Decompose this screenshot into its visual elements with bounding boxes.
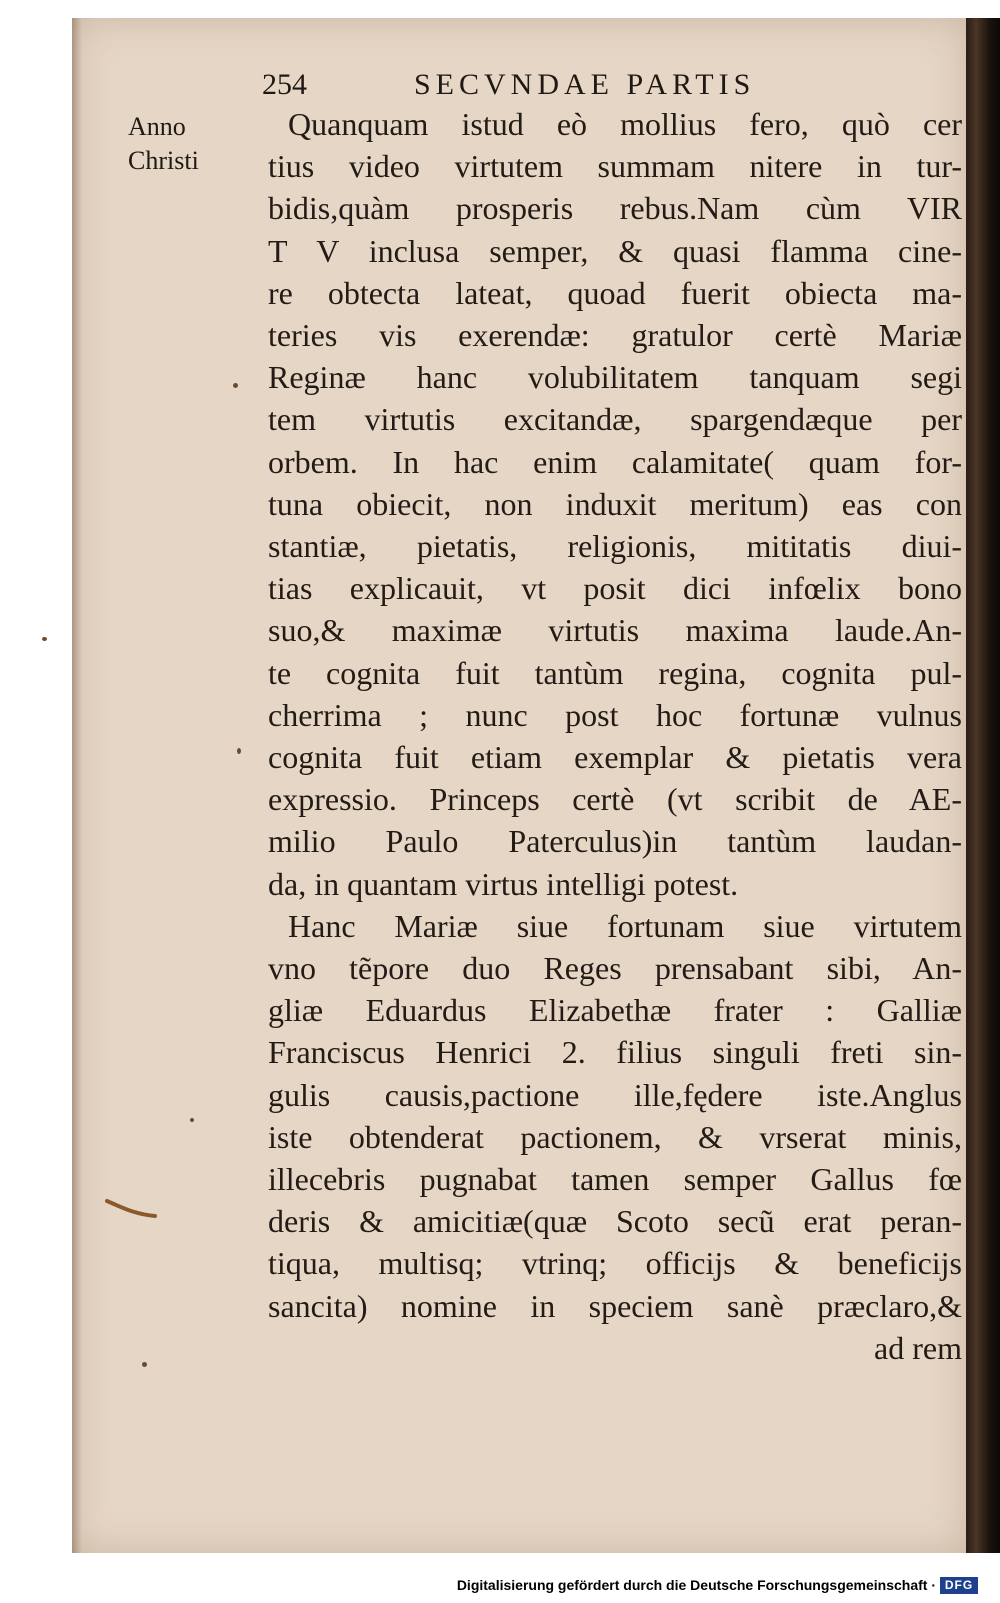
margin-note bbox=[128, 110, 248, 178]
page-stain bbox=[105, 1198, 157, 1220]
text-line: T V inclusa semper, & quasi flamma cine- bbox=[268, 232, 962, 269]
text-line: cherrima ; nunc post hoc fortunæ vulnus bbox=[268, 696, 962, 733]
dfg-logo: DFG bbox=[940, 1577, 978, 1594]
book-fore-edge bbox=[966, 18, 1000, 1553]
text-line: re obtecta lateat, quoad fuerit obiecta ma- bbox=[268, 274, 962, 311]
ink-spot bbox=[233, 383, 238, 388]
text-line: milio Paulo Paterculus)in tantùm laudan- bbox=[268, 823, 962, 860]
text-line: tius video virtutem summam nitere in tur- bbox=[268, 148, 962, 185]
text-line: Quanquam istud eò mollius fero, quò cer bbox=[288, 106, 962, 142]
text-line: cognita fuit etiam exemplar & pietatis vera bbox=[268, 739, 962, 776]
text-line: gliæ Eduardus Elizabethæ frater : Galliæ bbox=[268, 992, 962, 1029]
digitization-footer bbox=[0, 1573, 1000, 1603]
text-line: teries vis exerendæ: gratulor certè Mariæ bbox=[268, 317, 962, 354]
page-number: 254 bbox=[262, 68, 307, 101]
text-line: suo,& maximæ virtutis maxima laude.An- bbox=[268, 612, 962, 649]
text-line: deris & amicitiæ(quæ Scoto secũ erat peran- bbox=[268, 1203, 962, 1240]
ink-spot bbox=[142, 1362, 147, 1367]
page-gutter-shadow bbox=[72, 18, 82, 1553]
text-line: Hanc Mariæ siue fortunam siue virtutem bbox=[288, 907, 962, 944]
body-text bbox=[268, 103, 962, 1369]
text-line: tuna obiecit, non induxit meritum) eas con bbox=[268, 485, 962, 522]
page-header bbox=[262, 68, 962, 108]
text-line: Reginæ hanc volubilitatem tanquam segi bbox=[268, 359, 962, 396]
text-line: expressio. Princeps certè (vt scribit de AE- bbox=[268, 781, 962, 818]
text-line: vno tẽpore duo Reges prensabant sibi, An- bbox=[268, 950, 962, 987]
ink-spot bbox=[237, 748, 241, 754]
text-line: Franciscus Henrici 2. filius singuli freti sin- bbox=[268, 1034, 962, 1071]
text-line: bidis,quàm prosperis rebus.Nam cùm VIR bbox=[268, 190, 962, 227]
ink-spot bbox=[190, 1118, 194, 1122]
text-line: illecebris pugnabat tamen semper Gallus fœ bbox=[268, 1161, 962, 1198]
text-line: te cognita fuit tantùm regina, cognita pul- bbox=[268, 654, 962, 691]
text-line: sancita) nomine in speciem sanè præclaro,& bbox=[268, 1287, 962, 1324]
text-line: gulis causis,pactione ille,fędere iste.Anglus bbox=[268, 1076, 962, 1113]
text-line: tem virtutis excitandæ, spargendæque per bbox=[268, 401, 962, 438]
ink-spot bbox=[42, 637, 47, 641]
footer-credit: Digitalisierung gefördert durch die Deutsche Forschungsgemeinschaft · bbox=[456, 1577, 936, 1593]
text-line: stantiæ, pietatis, religionis, mititatis diui- bbox=[268, 528, 962, 565]
text-line: orbem. In hac enim calamitate( quam for- bbox=[268, 443, 962, 480]
running-head: SECVNDAE PARTIS bbox=[414, 68, 756, 101]
text-line: tiqua, multisq; vtrinq; officijs & beneficijs bbox=[268, 1245, 962, 1282]
text-line: tias explicauit, vt posit dici infœlix bono bbox=[268, 570, 962, 607]
text-line: iste obtenderat pactionem, & vrserat minis, bbox=[268, 1118, 962, 1155]
margin-note-line: Christi bbox=[128, 146, 199, 175]
margin-note-line: Anno bbox=[128, 112, 186, 141]
catchword: ad rem bbox=[874, 1329, 962, 1366]
text-line: da, in quantam virtus intelligi potest. bbox=[268, 865, 739, 902]
